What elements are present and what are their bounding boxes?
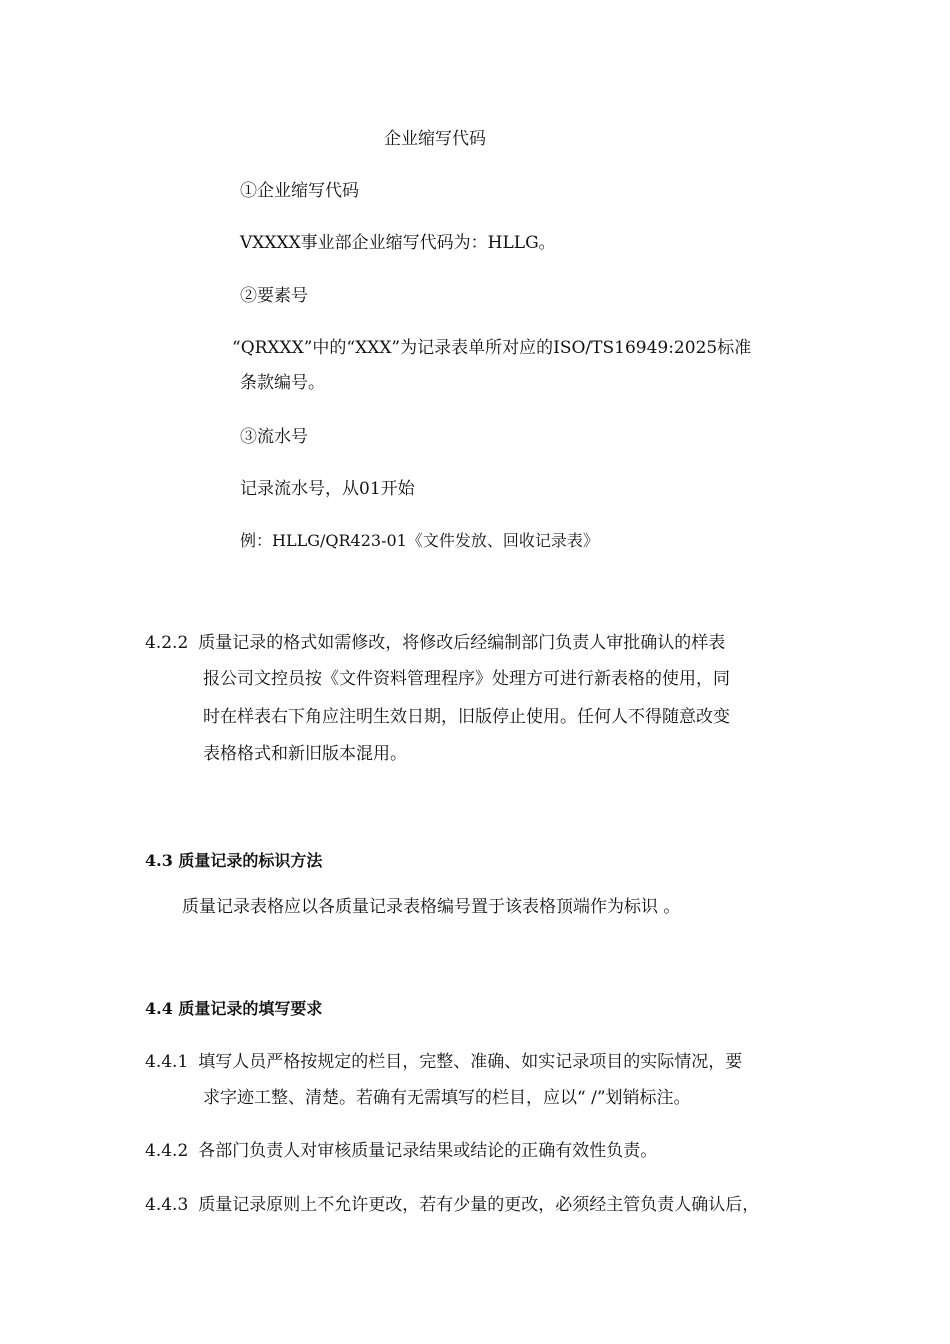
item1-text: VXXXX事业部企业缩写代码为：HLLG。	[240, 233, 556, 253]
section-4-4-3-text: 质量记录原则上不允许更改，若有少量的更改，必须经主管负责人确认后，	[198, 1195, 760, 1215]
section-4-4-2	[145, 1140, 657, 1162]
section-4-2-2-line4: 表格格式和新旧版本混用。	[203, 744, 407, 764]
section-4-4-2-text: 各部门负责人对审核质量记录结果或结论的正确有效性负责。	[198, 1141, 658, 1161]
section-4-2-2-line2: 报公司文控员按《文件资料管理程序》处理方可进行新表格的使用，同	[203, 669, 730, 689]
example-text: 例：HLLG/QR423-01《文件发放、回收记录表》	[240, 531, 599, 550]
section-4-2-2-line3: 时在样表右下角应注明生效日期，旧版停止使用。任何人不得随意改变	[203, 707, 730, 727]
section-4-4-2-number: 4.4.2	[145, 1141, 189, 1161]
section-4-4-heading: 4.4 质量记录的填写要求	[145, 999, 323, 1018]
section-4-2-2-number: 4.2.2	[145, 633, 189, 653]
section-4-4-1-line1	[145, 1051, 742, 1073]
section-4-4-1-line2: 求字迹工整、清楚。若确有无需填写的栏目，应以“ /”划销标注。	[203, 1088, 691, 1108]
item3-text: 记录流水号，从01开始	[240, 479, 415, 499]
section-4-4-3	[145, 1194, 759, 1216]
item2-text-line2: 条款编号。	[240, 373, 325, 393]
item1-title: ①企业缩写代码	[240, 181, 359, 201]
item2-title: ②要素号	[240, 286, 308, 306]
item2-text-line1: “QRXXX”中的“XXX”为记录表单所对应的ISO/TS16949:2025标准	[232, 338, 752, 358]
section-4-2-2-line1	[145, 632, 725, 654]
item3-title: ③流水号	[240, 427, 308, 447]
section-4-4-1-text1: 填写人员严格按规定的栏目，完整、准确、如实记录项目的实际情况，要	[198, 1052, 743, 1072]
section-4-4-3-number: 4.4.3	[145, 1195, 189, 1215]
code-caption: 企业缩写代码	[384, 129, 486, 149]
section-4-3-heading: 4.3 质量记录的标识方法	[145, 851, 323, 870]
section-4-3-text: 质量记录表格应以各质量记录表格编号置于该表格顶端作为标识 。	[182, 897, 681, 917]
section-4-4-1-number: 4.4.1	[145, 1052, 189, 1072]
section-4-2-2-text1: 质量记录的格式如需修改，将修改后经编制部门负责人审批确认的样表	[198, 633, 726, 653]
